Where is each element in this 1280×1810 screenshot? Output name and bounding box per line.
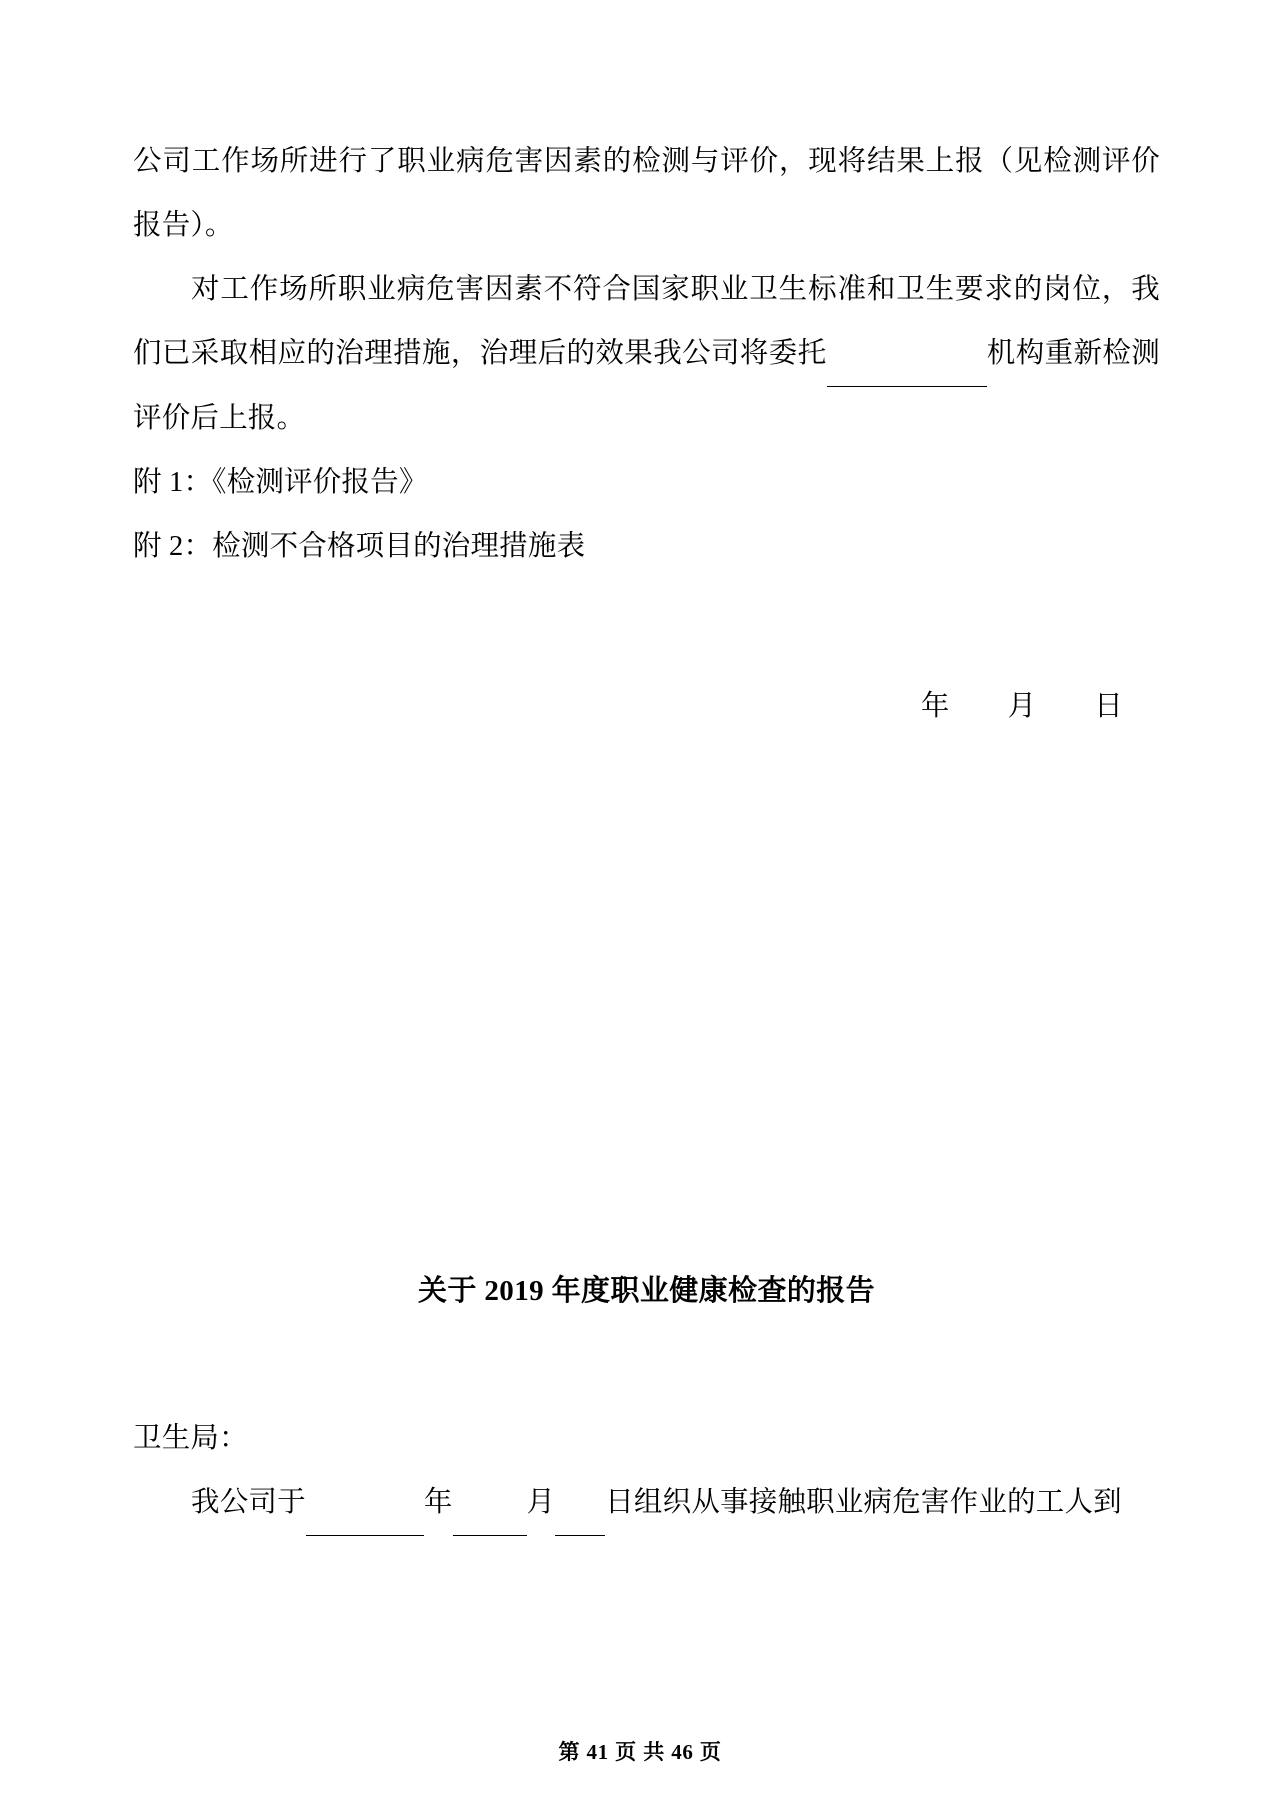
footer-middle: 页 共: [615, 1741, 665, 1764]
blank-fill-day[interactable]: [555, 1471, 605, 1536]
attachment-item-1: 附 1：《检测评价报告》: [133, 467, 428, 498]
blank-fill-month[interactable]: [453, 1471, 527, 1536]
second-report-month-label: 月: [526, 1487, 556, 1518]
footer-suffix: 页: [699, 1741, 722, 1764]
second-report-body-prefix: 我公司于: [191, 1487, 306, 1518]
date-month-label: 月: [1007, 691, 1037, 722]
date-day-label: 日: [1094, 691, 1123, 722]
blank-fill-year[interactable]: [306, 1471, 424, 1536]
page-footer: [0, 1736, 1280, 1766]
second-report-year-label: 年: [423, 1487, 453, 1518]
spacer-before-date: [133, 579, 1160, 675]
spacer-between-reports: [133, 739, 1160, 1259]
second-report-title: 关于 2019 年度职业健康检查的报告: [417, 1275, 876, 1307]
footer-total-pages: 46: [671, 1740, 694, 1764]
attachment-item-2: 附 2：检测不合格项目的治理措施表: [133, 531, 586, 562]
paragraph-continued: 公司工作场所进行了职业病危害因素的检测与评价，现将结果上报（见检测评价报告）。: [133, 146, 1160, 241]
signature-date-line: [133, 675, 1160, 739]
blank-fill-institution[interactable]: [827, 322, 987, 387]
date-year-label: 年: [920, 691, 950, 722]
spacer-after-title: [133, 1323, 1160, 1407]
paragraph-rectification: [133, 258, 1160, 451]
second-report-addressee: 卫生局：: [133, 1423, 248, 1454]
second-report-body: [133, 1471, 1160, 1536]
footer-current-page: 41: [586, 1740, 609, 1764]
second-report-day-label: 日组织从事接触职业病危害作业的工人到: [605, 1487, 1122, 1518]
paragraph-rectification-tail: 机构重新检测评价后上报。: [133, 338, 1160, 434]
paragraph-rectification-text: 对工作场所职业病危害因素不符合国家职业卫生标准和卫生要求的岗位，我们已采取相应的治理措施，治理后的效果我公司将委托: [133, 274, 1160, 369]
footer-prefix: 第: [558, 1741, 581, 1764]
